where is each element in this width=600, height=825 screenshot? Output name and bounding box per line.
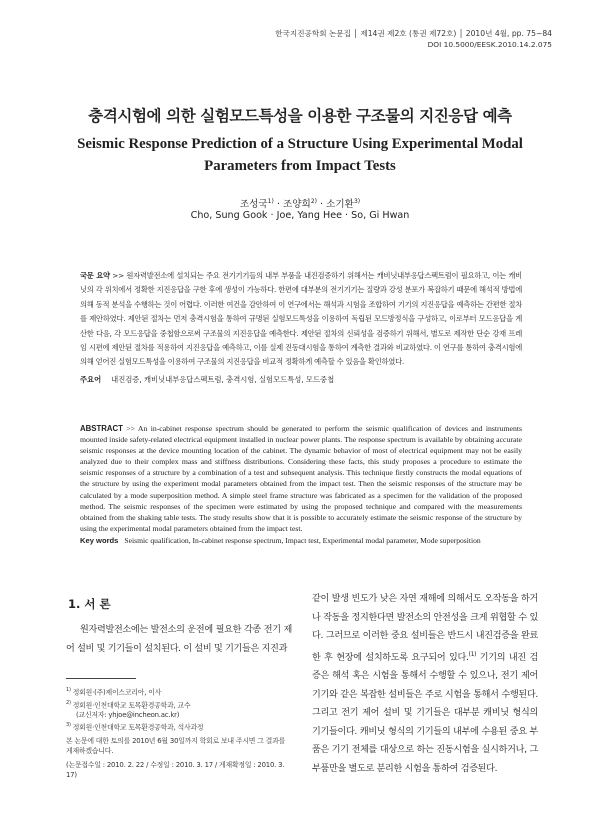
abstract-english-text: >> An in-cabinet response spectrum should be generated to perform the seismic qualification of devices and instruments mounted inside safety-related electrical equipment installed in nuclear power plants. The response spectrum is available by obtaining accurate seismic responses at the device mounting location of the cabinet. The dynamic behavior of most of electrical equipment may not be easily analyzed due to their complex mass and stiffness distributions. Considering these facts, this study proposes a procedure to estimate the seismic responses of a structure by a combination of a test and subsequent analysis. This technique firstly constructs the modal equations of the structure by using the experiment modal parameters obtained from the impact test. Then the seismic responses of the structure may be calculated by a mode superposition method. A simple steel frame structure was fabricated as a specimen for the validation of the proposed method. The seismic responses of the specimen were estimated by using the proposed technique and compared with the measurements obtained from the shaking table tests. The study results show that it is possible to accurately estimate the seismic response of the structure by using the experimental modal parameters obtained from the impact test. — [80, 424, 522, 533]
citation-mark: (1) — [468, 650, 477, 658]
author-separator: · — [273, 199, 283, 210]
body-right-text-a: 같이 발생 빈도가 낮은 자연 재해에 의해서도 오작동을 하거나 작동을 정지한다면 발전소의 안전성을 크게 위협할 수 있다. 그러므로 이러한 중요 설비들은 반드시 내진검증을 완료한 후 현장에 설치하도록 요구되어 있다. — [312, 594, 538, 663]
author-separator: · — [316, 199, 327, 210]
abstract-korean-label: 국문 요약 — [80, 271, 110, 280]
keywords-english-text: Seismic qualification, In-cabinet response spectrum, Impact test, Experimental modal parameter, Mode superposition — [124, 536, 481, 545]
footnote-divider — [66, 678, 136, 679]
discussion-note: 본 논문에 대한 토의를 2010년 6월 30일까지 학회로 보내 주시면 그 결과를 게재하겠습니다. — [66, 737, 286, 756]
author-2: 조양희 — [283, 199, 311, 210]
author-1: 조성국 — [239, 199, 268, 210]
footnotes — [66, 685, 292, 780]
keywords-korean — [80, 375, 522, 385]
footnote-2: $^{2)}$ 정회원·인천대학교 토목환경공학과, 교수 — [66, 699, 191, 709]
keywords-korean-text: 내진검증, 캐비닛내부응답스펙트럼, 충격시험, 실험모드특성, 모드중첩 — [111, 375, 335, 384]
keywords-korean-label: 주요어 — [80, 375, 102, 384]
title-korean: 충격시험에 의한 실험모드특성을 이용한 구조물의 지진응답 예측 — [88, 107, 512, 125]
keywords-english-label: Key words — [80, 536, 119, 545]
author-3: 소기환 — [326, 199, 354, 210]
title-english: Seismic Response Prediction of a Structure Using Experimental Modal Parameters from Impact Tests — [77, 136, 523, 174]
submission-dates: (논문접수일 : 2010. 2. 22 / 수정일 : 2010. 3. 17 / 게재확정일 : 2010. 3. 17) — [66, 760, 285, 779]
footnote-1: $^{1)}$ 정회원·(주)제이스코리아, 이사 — [66, 687, 162, 697]
keywords-english — [80, 536, 522, 545]
abstract-english-label: ABSTRACT — [80, 424, 123, 433]
abstract-english — [80, 423, 522, 534]
author-2-mark: 2) — [310, 197, 317, 205]
section-title: 1. 서 론 — [68, 597, 111, 611]
abstract-korean-text: >> 원자력발전소에 설치되는 주요 전기기기들의 내부 부품을 내진검증하기 위해서는 캐비닛내부응답스펙트럼이 필요하고, 이는 캐비닛의 각 위치에서 정확한 지진응답을 구한 후에 생성이 가능하다. 한편에 대부분의 전기기기는 질량과 강성 분포가 복잡하기 때문에 해석적 방법에 의해 동적 분석을 수행하는 것이 어렵다. 이러한 여건을 감안하여 이 연구에서는 해석과 시험을 조합하여 기기의 지진응답을 예측하는 간편한 절차를 제안하였다. 제안된 절차는 먼저 충격시험을 통하여 규명된 실험모드특성을 이용하여 독립된 모드방정식을 구성하고, 이로부터 모드응답을 계산한 다음, 각 모드응답을 중첩함으로써 구조물의 지진응답을 예측한다. 제안된 절차의 신뢰성을 검증하기 위해서, 별도로 제작한 단순 강재 프레임 시편에 제안된 절차를 적용하여 지진응답을 예측하고, 이를 실제 진동대시험을 통하여 계측한 결과와 비교하였다. 이 연구를 통하여 충격시험에 의해 얻어진 실험모드특성을 이용하여 구조물의 지진응답을 비교적 정확하게 예측할 수 있음을 확인하였다. — [80, 271, 522, 367]
authors-korean — [0, 196, 600, 210]
author-3-mark: 3) — [353, 197, 361, 205]
abstract-korean — [80, 269, 522, 370]
authors-english: Cho, Sung Gook · Joe, Yang Hee · So, Gi Hwan — [190, 210, 410, 221]
body-left-column: 원자력발전소에는 발전소의 운전에 필요한 각종 전기 제어 설비 및 기기들이 설치된다. 이 설비 및 기기들은 지진과 — [66, 625, 292, 654]
footnote-2-contact: (교신저자: yhjoe@incheon.ac.kr) — [76, 711, 180, 720]
author-1-mark: 1) — [267, 197, 274, 205]
body-right-column — [312, 590, 538, 778]
body-right-text-b: 기기의 내진 검증은 해석 혹은 시험을 통해서 수행할 수 있으나, 전기 제어 기기와 같은 복잡한 설비들은 주로 시험을 통해서 수행된다. 그리고 전기 제어 설비 및 기기들은 대부분 캐비닛 형식의 기기들이다. 캐비닛 형식의 기기들의 내부에 수용된 중요 부품은 기기 전체를 대상으로 하는 진동시험을 실시하거나, 그 부품만을 별도로 분리한 시험을 통하여 검증된다. — [312, 652, 538, 774]
journal-header: 한국지진공학회 논문집 │ 제14권 제2호 (통권 제72호) │ 2010년 4월, pp. 75~84 — [275, 29, 552, 38]
footnote-3: $^{3)}$ 정회원·인천대학교 토목환경공학과, 석사과정 — [66, 722, 204, 732]
doi-line: DOI 10.5000/EESK.2010.14.2.075 — [427, 40, 552, 49]
